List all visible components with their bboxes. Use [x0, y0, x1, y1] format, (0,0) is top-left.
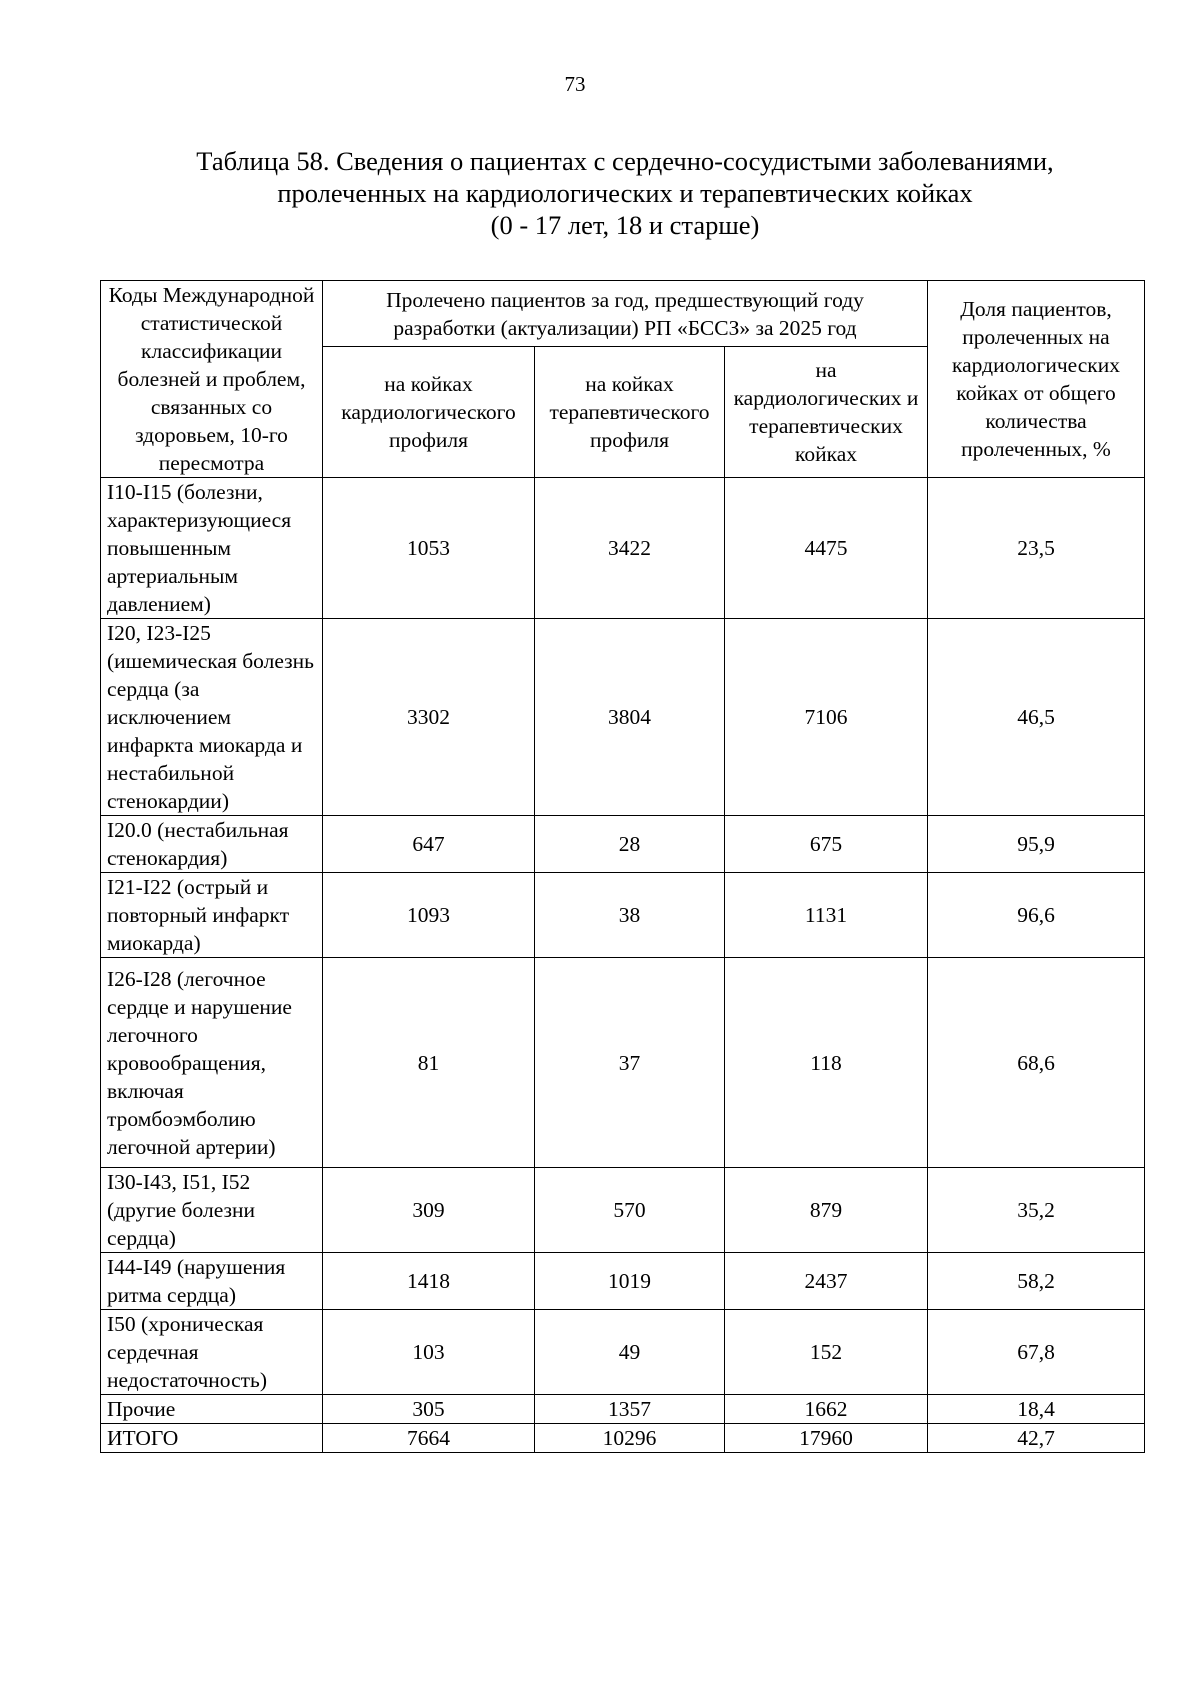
- cell-thera: 1357: [535, 1395, 725, 1424]
- cell-cardio: 1418: [323, 1253, 535, 1310]
- header-total: на кардиологических и терапевтических койках: [725, 347, 928, 478]
- cell-share: 18,4: [928, 1395, 1145, 1424]
- cell-total: 879: [725, 1168, 928, 1253]
- cell-total: 1662: [725, 1395, 928, 1424]
- cell-total: 4475: [725, 478, 928, 619]
- row-label: I21-I22 (острый и повторный инфаркт миокарда): [101, 873, 323, 958]
- page-number: 73: [564, 72, 586, 96]
- cell-cardio: 1053: [323, 478, 535, 619]
- table-row: [101, 816, 1145, 873]
- cell-share: 23,5: [928, 478, 1145, 619]
- cell-thera: 10296: [535, 1424, 725, 1453]
- row-label: I20, I23-I25 (ишемическая болезнь сердца (за исключением инфаркта миокарда и нестабильной стенокардии): [101, 619, 323, 816]
- cell-total: 118: [725, 958, 928, 1168]
- row-label: I10-I15 (болезни, характеризующиеся повышенным артериальным давлением): [101, 478, 323, 619]
- cell-cardio: 3302: [323, 619, 535, 816]
- cell-share: 67,8: [928, 1310, 1145, 1395]
- row-label: I20.0 (нестабильная стенокардия): [101, 816, 323, 873]
- cell-total: 1131: [725, 873, 928, 958]
- header-group-line-1: Пролечено пациентов за год, предшествующий году: [386, 287, 864, 312]
- cell-thera: 1019: [535, 1253, 725, 1310]
- cell-thera: 37: [535, 958, 725, 1168]
- cell-total: 7106: [725, 619, 928, 816]
- cell-cardio: 305: [323, 1395, 535, 1424]
- cell-share: 68,6: [928, 958, 1145, 1168]
- cell-share: 35,2: [928, 1168, 1145, 1253]
- title-line-1: Таблица 58. Сведения о пациентах с сердечно-сосудистыми заболеваниями,: [196, 146, 1054, 176]
- cell-cardio: 7664: [323, 1424, 535, 1453]
- table-row: [101, 1424, 1145, 1453]
- data-table: [100, 280, 1145, 1453]
- cell-thera: 28: [535, 816, 725, 873]
- row-label: ИТОГО: [101, 1424, 323, 1453]
- table-body: [101, 478, 1145, 1453]
- cell-thera: 49: [535, 1310, 725, 1395]
- cell-cardio: 81: [323, 958, 535, 1168]
- cell-share: 96,6: [928, 873, 1145, 958]
- header-cardio: на койках кардиологического профиля: [323, 347, 535, 478]
- table-row: [101, 619, 1145, 816]
- row-label: I30-I43, I51, I52 (другие болезни сердца): [101, 1168, 323, 1253]
- cell-total: 675: [725, 816, 928, 873]
- header-thera: на койках терапевтического профиля: [535, 347, 725, 478]
- table-title: [110, 145, 1140, 241]
- header-share: Доля пациентов, пролеченных на кардиологических койках от общего количества пролеченных, %: [928, 281, 1145, 478]
- cell-total: 17960: [725, 1424, 928, 1453]
- cell-total: 152: [725, 1310, 928, 1395]
- cell-share: 58,2: [928, 1253, 1145, 1310]
- title-line-3: (0 - 17 лет, 18 и старше): [490, 210, 760, 240]
- cell-cardio: 1093: [323, 873, 535, 958]
- header-row-1: [101, 281, 1145, 347]
- cell-share: 46,5: [928, 619, 1145, 816]
- table-row: [101, 1253, 1145, 1310]
- row-label: I44-I49 (нарушения ритма сердца): [101, 1253, 323, 1310]
- table-row: [101, 478, 1145, 619]
- cell-thera: 570: [535, 1168, 725, 1253]
- cell-share: 95,9: [928, 816, 1145, 873]
- title-line-2: пролеченных на кардиологических и терапевтических койках: [277, 178, 973, 208]
- row-label: Прочие: [101, 1395, 323, 1424]
- cell-share: 42,7: [928, 1424, 1145, 1453]
- header-codes: Коды Международной статистической классификации болезней и проблем, связанных со здоровьем, 10-го пересмотра: [101, 281, 323, 478]
- table-row: [101, 1310, 1145, 1395]
- cell-thera: 3804: [535, 619, 725, 816]
- cell-thera: 3422: [535, 478, 725, 619]
- row-label: I26-I28 (легочное сердце и нарушение легочного кровообращения, включая тромбоэмболию легочной артерии): [101, 958, 323, 1168]
- cell-cardio: 309: [323, 1168, 535, 1253]
- cell-cardio: 647: [323, 816, 535, 873]
- header-group: [323, 281, 928, 347]
- table-row: [101, 958, 1145, 1168]
- cell-total: 2437: [725, 1253, 928, 1310]
- cell-cardio: 103: [323, 1310, 535, 1395]
- table-row: [101, 1395, 1145, 1424]
- cell-thera: 38: [535, 873, 725, 958]
- table-row: [101, 873, 1145, 958]
- table-row: [101, 1168, 1145, 1253]
- row-label: I50 (хроническая сердечная недостаточность): [101, 1310, 323, 1395]
- header-group-line-2: разработки (актуализации) РП «БССЗ» за 2025 год: [393, 315, 857, 340]
